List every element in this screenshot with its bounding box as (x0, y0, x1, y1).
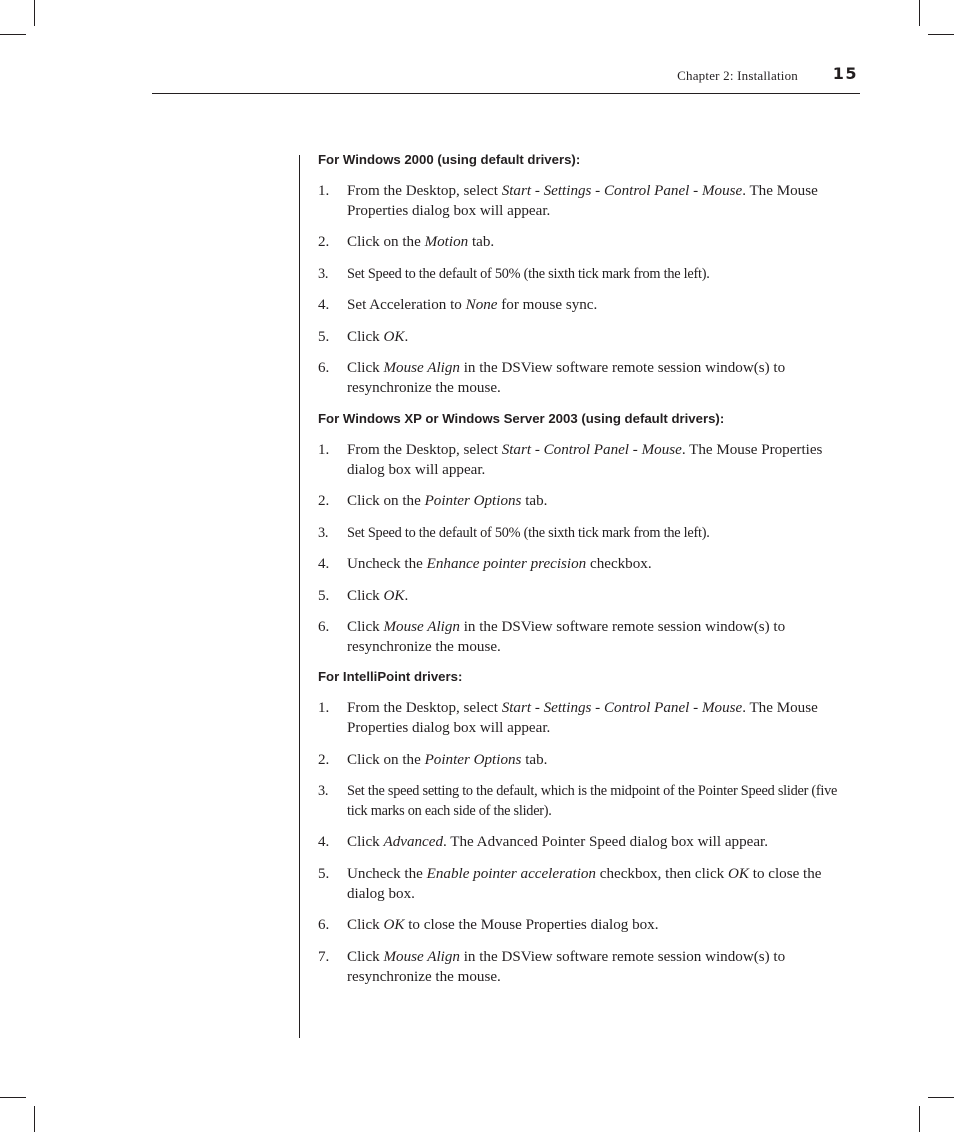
main-content (318, 151, 854, 998)
list-item: 3. Set the speed setting to the default, which is the midpoint of the Pointer Speed slider (five tick marks on each side of the slider). (318, 783, 838, 820)
section-windows-xp (318, 410, 854, 657)
crop-mark (919, 0, 920, 26)
list-item: 6. Click Mouse Align in the DSView software remote session window(s) to resynchronize the mouse. (318, 618, 786, 655)
section-heading: For Windows XP or Windows Server 2003 (using default drivers): (318, 410, 725, 426)
list-item: 4. Uncheck the Enhance pointer precision checkbox. (318, 556, 652, 573)
section-windows-2000 (318, 151, 854, 398)
crop-mark (34, 1106, 35, 1132)
crop-mark (928, 1097, 954, 1098)
section-intellipoint (318, 668, 854, 986)
list-item: 6. Click Mouse Align in the DSView software remote session window(s) to resynchronize the mouse. (318, 359, 786, 396)
page-number: 15 (832, 64, 858, 83)
running-head (152, 62, 860, 94)
step-list (318, 181, 854, 398)
margin-rule (299, 155, 300, 1038)
list-item: 1. From the Desktop, select Start - Settings - Control Panel - Mouse. The Mouse Properties dialog box will appear. (318, 700, 818, 737)
list-item: 4. Click Advanced. The Advanced Pointer Speed dialog box will appear. (318, 834, 769, 851)
list-item: 2. Click on the Motion tab. (318, 234, 495, 251)
crop-mark (0, 34, 26, 35)
list-item: 3. Set Speed to the default of 50% (the sixth tick mark from the left). (318, 265, 710, 282)
list-item: 6. Click OK to close the Mouse Properties dialog box. (318, 917, 659, 934)
list-item: 5. Click OK. (318, 328, 409, 345)
crop-mark (34, 0, 35, 26)
list-item: 4. Set Acceleration to None for mouse sync. (318, 297, 598, 314)
list-item: 7. Click Mouse Align in the DSView software remote session window(s) to resynchronize the mouse. (318, 948, 786, 985)
list-item: 5. Click OK. (318, 587, 409, 604)
step-list (318, 698, 854, 986)
step-list (318, 440, 854, 657)
crop-mark (0, 1097, 26, 1098)
chapter-title: Chapter 2: Installation (677, 68, 798, 83)
section-heading: For IntelliPoint drivers: (318, 669, 463, 685)
list-item: 1. From the Desktop, select Start - Control Panel - Mouse. The Mouse Properties dialog box will appear. (318, 441, 823, 478)
crop-mark (919, 1106, 920, 1132)
list-item: 3. Set Speed to the default of 50% (the sixth tick mark from the left). (318, 524, 710, 541)
list-item: 2. Click on the Pointer Options tab. (318, 751, 548, 768)
section-heading: For Windows 2000 (using default drivers): (318, 152, 581, 167)
list-item: 1. From the Desktop, select Start - Settings - Control Panel - Mouse. The Mouse Properties dialog box will appear. (318, 183, 818, 219)
list-item: 5. Uncheck the Enable pointer acceleration checkbox, then click OK to close the dialog box. (318, 865, 822, 902)
crop-mark (928, 34, 954, 35)
list-item: 2. Click on the Pointer Options tab. (318, 493, 548, 510)
